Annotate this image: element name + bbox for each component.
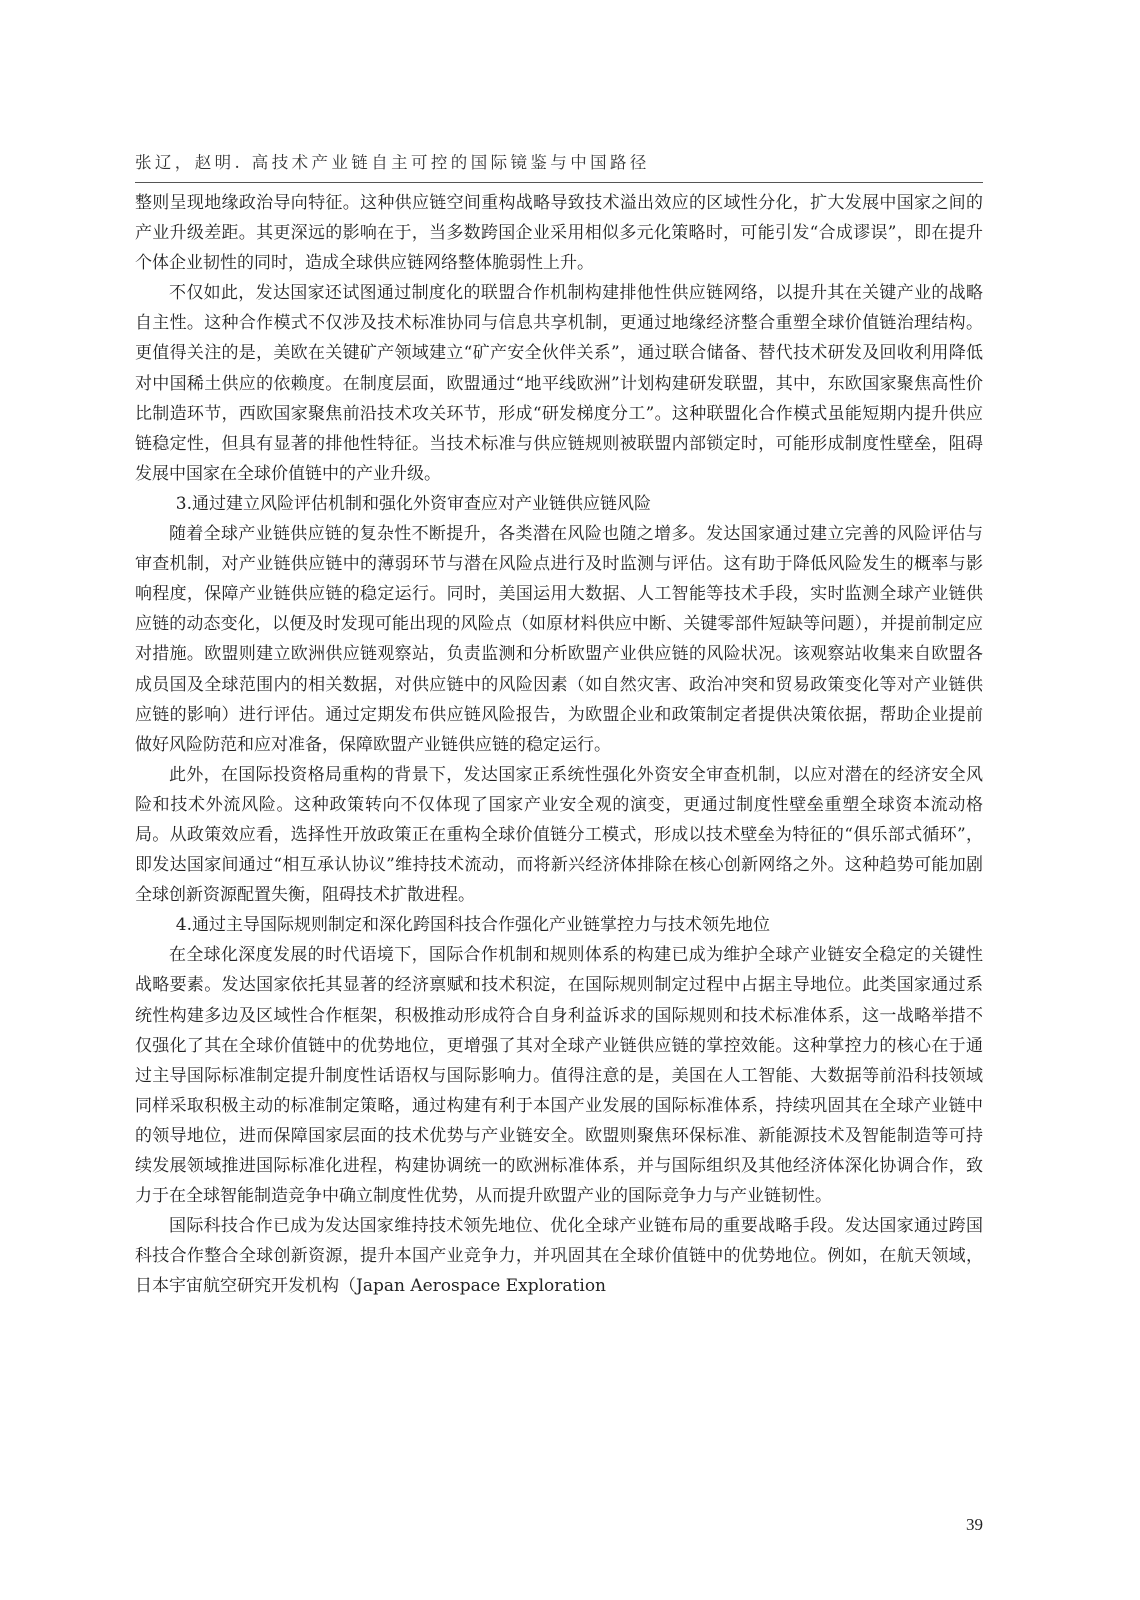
paragraph: 整则呈现地缘政治导向特征。这种供应链空间重构战略导致技术溢出效应的区域性分化，扩大发展中国家之间的产业升级差距。其更深远的影响在于，当多数跨国企业采用相似多元化策略时，可能引发“合成谬误”，即在提升个体企业韧性的同时，造成全球供应链网络整体脆弱性上升。 xyxy=(135,193,983,274)
section-subheading: 4.通过主导国际规则制定和深化跨国科技合作强化产业链掌控力与技术领先地位 xyxy=(175,915,771,936)
paragraph: 不仅如此，发达国家还试图通过制度化的联盟合作机制构建排他性供应链网络，以提升其在关键产业的战略自主性。这种合作模式不仅涉及技术标准协同与信息共享机制，更通过地缘经济整合重塑全球价值链治理结构。更值得关注的是，美欧在关键矿产领域建立“矿产安全伙伴关系”，通过联合储备、替代技术研发及回收利用降低对中国稀土供应的依赖度。在制度层面，欧盟通过“地平线欧洲”计划构建研发联盟，其中，东欧国家聚焦高性价比制造环节，西欧国家聚焦前沿技术攻关环节，形成“研发梯度分工”。这种联盟化合作模式虽能短期内提升供应链稳定性，但具有显著的排他性特征。当技术标准与供应链规则被联盟内部锁定时，可能形成制度性壁垒，阻碍发展中国家在全球价值链中的产业升级。 xyxy=(135,283,983,484)
paragraph: 随着全球产业链供应链的复杂性不断提升，各类潜在风险也随之增多。发达国家通过建立完善的风险评估与审查机制，对产业链供应链中的薄弱环节与潜在风险点进行及时监测与评估。这有助于降低风险发生的概率与影响程度，保障产业链供应链的稳定运行。同时，美国运用大数据、人工智能等技术手段，实时监测全球产业链供应链的动态变化，以便及时发现可能出现的风险点（如原材料供应中断、关键零部件短缺等问题），并提前制定应对措施。欧盟则建立欧洲供应链观察站，负责监测和分析欧盟产业供应链的风险状况。该观察站收集来自欧盟各成员国及全球范围内的相关数据，对供应链中的风险因素（如自然灾害、政治冲突和贸易政策变化等对产业链供应链的影响）进行评估。通过定期发布供应链风险报告，为欧盟企业和政策制定者提供决策依据，帮助企业提前做好风险防范和应对准备，保障欧盟产业链供应链的稳定运行。 xyxy=(135,524,983,755)
running-head: 张辽，赵明. 高技术产业链自主可控的国际镜鉴与中国路径 xyxy=(135,153,650,172)
section-subheading: 3.通过建立风险评估机制和强化外资审查应对产业链供应链风险 xyxy=(175,493,652,514)
header-rule xyxy=(135,182,983,183)
paragraph: 国际科技合作已成为发达国家维持技术领先地位、优化全球产业链布局的重要战略手段。发达国家通过跨国科技合作整合全球创新资源，提升本国产业竞争力，并巩固其在全球价值链中的优势地位。例如，在航天领域，日本宇宙航空研究开发机构（Japan Aerospace Exploration xyxy=(135,1216,983,1297)
article-body xyxy=(135,188,983,1301)
paragraph: 在全球化深度发展的时代语境下，国际合作机制和规则体系的构建已成为维护全球产业链安全稳定的关键性战略要素。发达国家依托其显著的经济禀赋和技术积淀，在国际规则制定过程中占据主导地位。此类国家通过系统性构建多边及区域性合作框架，积极推动形成符合自身利益诉求的国际规则和技术标准体系，这一战略举措不仅强化了其在全球价值链中的优势地位，更增强了其对全球产业链供应链的掌控效能。这种掌控力的核心在于通过主导国际标准制定提升制度性话语权与国际影响力。值得注意的是，美国在人工智能、大数据等前沿科技领域同样采取积极主动的标准制定策略，通过构建有利于本国产业发展的国际标准体系，持续巩固其在全球产业链中的领导地位，进而保障国家层面的技术优势与产业链安全。欧盟则聚焦环保标准、新能源技术及智能制造等可持续发展领域推进国际标准化进程，构建协调统一的欧洲标准体系，并与国际组织及其他经济体深化协调合作，致力于在全球智能制造竞争中确立制度性优势，从而提升欧盟产业的国际竞争力与产业链韧性。 xyxy=(135,945,983,1207)
page-number: 39 xyxy=(966,1515,983,1534)
paragraph: 此外，在国际投资格局重构的背景下，发达国家正系统性强化外资安全审查机制，以应对潜在的经济安全风险和技术外流风险。这种政策转向不仅体现了国家产业安全观的演变，更通过制度性壁垒重塑全球资本流动格局。从政策效应看，选择性开放政策正在重构全球价值链分工模式，形成以技术壁垒为特征的“俱乐部式循环”，即发达国家间通过“相互承认协议”维持技术流动，而将新兴经济体排除在核心创新网络之外。这种趋势可能加剧全球创新资源配置失衡，阻碍技术扩散进程。 xyxy=(135,764,983,906)
